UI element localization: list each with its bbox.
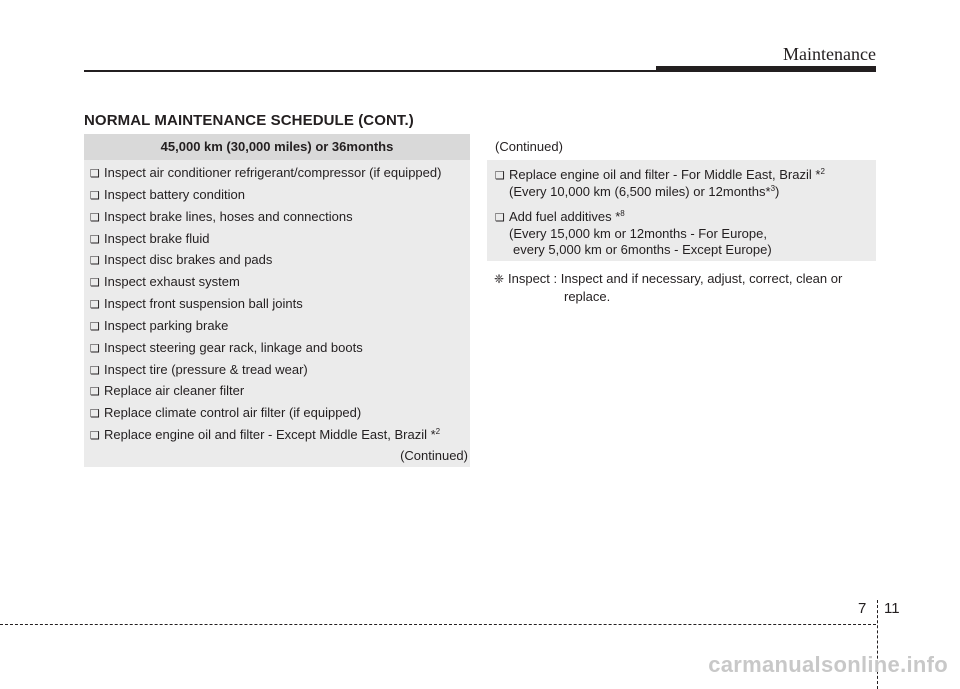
list-item	[90, 427, 440, 442]
checkbox-icon: ❑	[90, 277, 100, 289]
item-label: Replace engine oil and filter - Except Middle East, Brazil *	[104, 427, 436, 442]
left-panel-heading: 45,000 km (30,000 miles) or 36months	[84, 134, 470, 160]
chapter-number: 7	[858, 600, 867, 617]
checkbox-icon: ❑	[90, 386, 100, 398]
subtext-suffix: )	[775, 184, 780, 199]
list-item	[90, 383, 244, 398]
item-label: Inspect brake fluid	[104, 231, 210, 246]
checkbox-icon: ❑	[495, 170, 505, 182]
item-label: Inspect exhaust system	[104, 274, 240, 289]
list-item	[495, 167, 825, 182]
list-item	[90, 252, 272, 267]
checkbox-icon: ❑	[90, 255, 100, 267]
checkbox-icon: ❑	[90, 408, 100, 420]
item-label: Inspect tire (pressure & tread wear)	[104, 362, 308, 377]
right-schedule-panel	[487, 134, 876, 261]
item-label: Inspect air conditioner refrigerant/compressor (if equipped)	[104, 165, 442, 180]
note-icon: ❈	[494, 272, 505, 286]
checkbox-icon: ❑	[90, 234, 100, 246]
subtext-prefix: (Every 10,000 km (6,500 miles) or 12months*	[509, 184, 771, 199]
note-line-1	[494, 270, 842, 288]
page-number: 11	[884, 600, 900, 617]
checkbox-icon: ❑	[90, 321, 100, 333]
header-rule	[84, 70, 656, 72]
list-item	[90, 362, 308, 377]
item-label: Inspect steering gear rack, linkage and boots	[104, 340, 363, 355]
list-item	[90, 405, 361, 420]
item-label: Add fuel additives *	[509, 209, 621, 224]
checkbox-icon: ❑	[90, 430, 100, 442]
list-item	[90, 318, 228, 333]
checkbox-icon: ❑	[90, 212, 100, 224]
footnote-marker: 2	[435, 427, 441, 436]
header-tab-bar	[656, 66, 876, 72]
header-title: Maintenance	[783, 44, 876, 64]
watermark: carmanualsonline.info	[708, 652, 948, 677]
footnote-marker: 2	[820, 167, 825, 176]
checkbox-icon: ❑	[90, 168, 100, 180]
checkbox-icon: ❑	[90, 343, 100, 355]
footnote-marker: 3	[770, 184, 776, 193]
note-line-2: replace.	[564, 289, 611, 304]
continued-label: (Continued)	[495, 139, 563, 154]
list-item	[90, 340, 363, 355]
left-schedule-panel	[84, 134, 470, 467]
right-panel-head	[487, 134, 876, 160]
item-label: Inspect battery condition	[104, 187, 245, 202]
item-label: Inspect parking brake	[104, 318, 229, 333]
checkbox-icon: ❑	[495, 212, 505, 224]
list-item	[90, 274, 240, 289]
item-label: Inspect brake lines, hoses and connections	[104, 209, 353, 224]
checkbox-icon: ❑	[90, 365, 100, 377]
item-label: Replace engine oil and filter - For Middle East, Brazil *	[509, 167, 821, 182]
item-label: Inspect disc brakes and pads	[104, 252, 273, 267]
item-label: Replace air cleaner filter	[104, 383, 245, 398]
checkbox-icon: ❑	[90, 190, 100, 202]
item-subtext: (Every 15,000 km or 12months - For Europe,	[509, 226, 767, 241]
list-item	[495, 209, 625, 224]
footer-dashed-rule	[0, 624, 876, 625]
list-item	[90, 209, 353, 224]
section-title: NORMAL MAINTENANCE SCHEDULE (CONT.)	[84, 112, 414, 129]
item-subtext	[509, 184, 779, 199]
list-item	[90, 165, 441, 180]
list-item	[90, 187, 245, 202]
note-text: Inspect : Inspect and if necessary, adjust, correct, clean or	[508, 271, 843, 286]
continued-label: (Continued)	[400, 448, 468, 463]
item-label: Replace climate control air filter (if equipped)	[104, 405, 362, 420]
inspect-note	[494, 270, 842, 306]
checkbox-icon: ❑	[90, 299, 100, 311]
item-label: Inspect front suspension ball joints	[104, 296, 303, 311]
list-item	[90, 296, 303, 311]
footnote-marker: 8	[620, 209, 625, 218]
item-subtext: every 5,000 km or 6months - Except Europe)	[513, 242, 772, 257]
list-item	[90, 231, 210, 246]
